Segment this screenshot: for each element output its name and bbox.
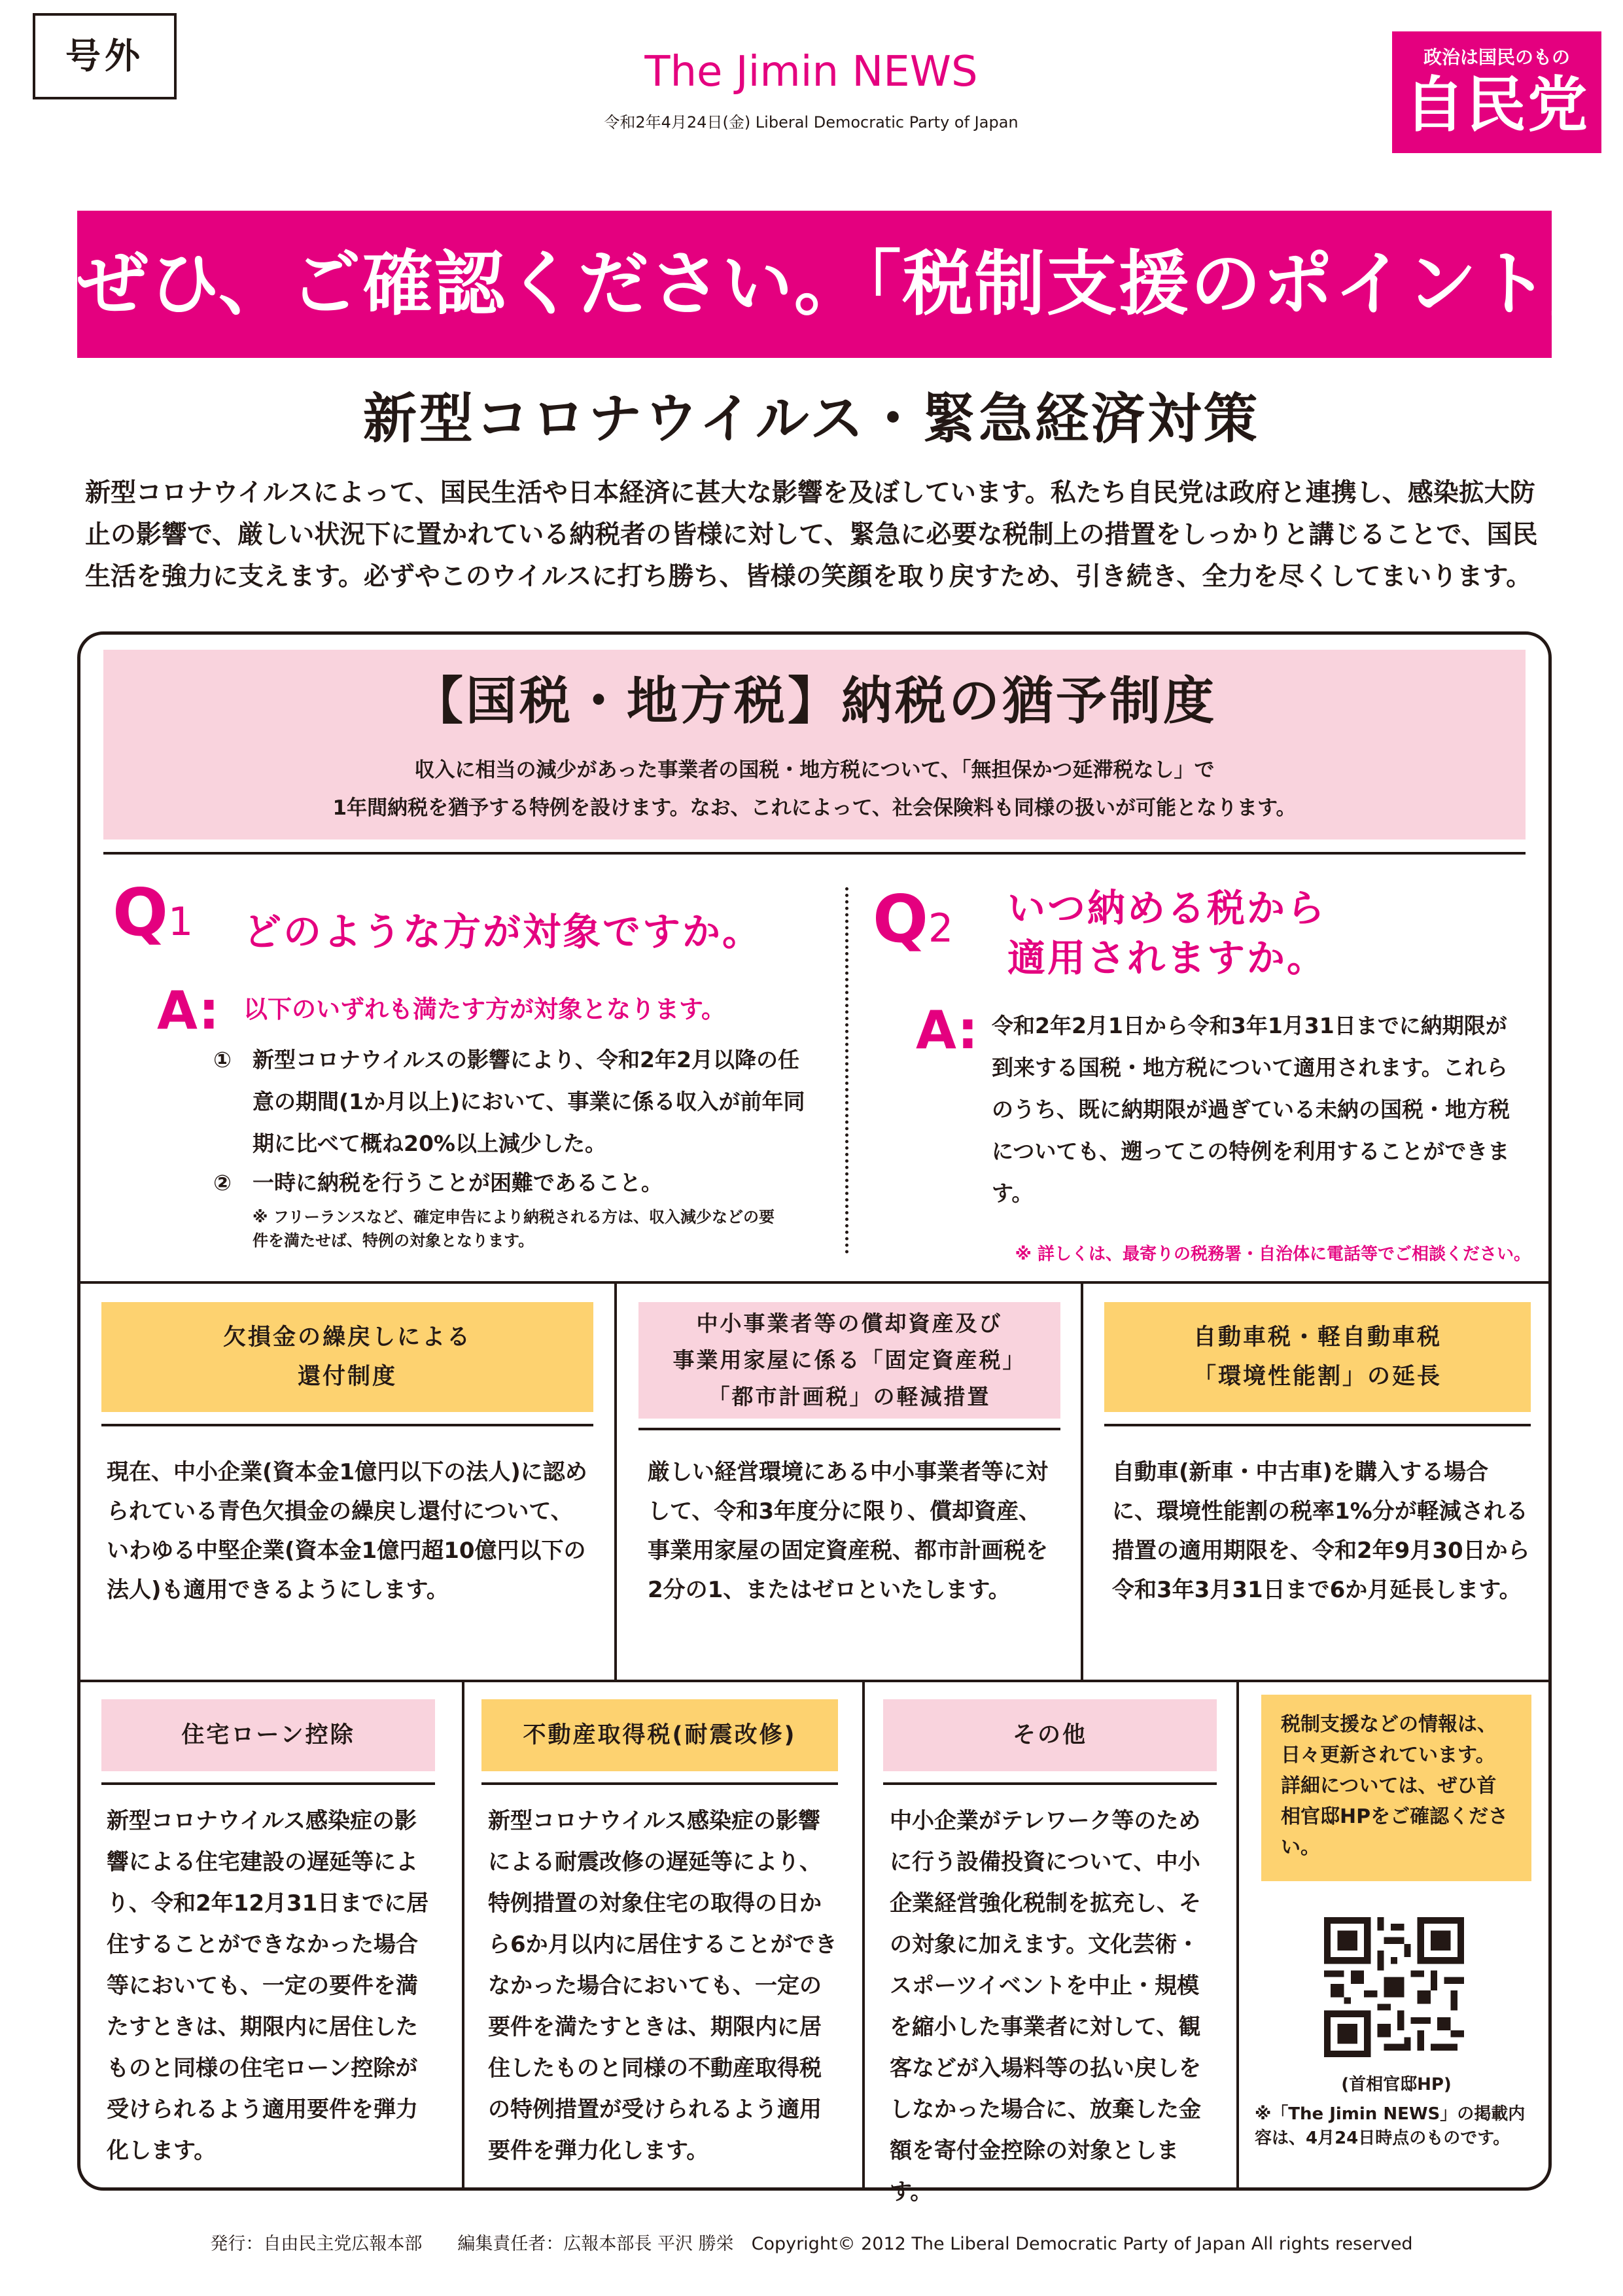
- fixed-asset-tax-body: 厳しい経営環境にある中小事業者等に対して、令和3年度分に限り、償却資産、事業用家屋の固定資産税、都市計画税を2分の1、またはゼロといたします。: [648, 1459, 1048, 1603]
- issue-label: 号外: [33, 13, 177, 99]
- grace-desc-line2: 1年間納税を猶予する特例を設けます。なお、これによって、社会保険料も同様の扱いが可能となります。: [332, 796, 1297, 820]
- info-box: 税制支援などの情報は、日々更新されています。詳細については、ぜひ首相官邸HPをご確認ください。: [1261, 1695, 1531, 1881]
- column-divider: [1236, 1682, 1239, 2187]
- auto-tax-heading: [1104, 1302, 1531, 1412]
- auto-tax-body: 自動車(新車・中古車)を購入する場合に、環境性能割の税率1%分が軽減される措置の適用期限を、令和2年9月30日から令和3年3月31日まで6か月延長します。: [1112, 1459, 1530, 1603]
- q1-answer-lead: 以下のいずれも満たす方が対象となります。: [243, 995, 726, 1023]
- column-divider: [1081, 1284, 1083, 1680]
- column-divider: [862, 1682, 865, 2187]
- intro-paragraph: 新型コロナウイルスによって、国民生活や日本経済に甚大な影響を及ぼしています。私たち自民党は政府と連携し、感染拡大防止の影響で、厳しい状況下に置かれている納税者の皆様に対して、緊急に必要な税制上の措置をしっかりと講じることで、国民生活を強力に支えます。必ずやこのウイルスに打ち勝ち、皆様の笑顔を取り戻すため、引き続き、全力を尽くしてまいります。: [85, 478, 1538, 592]
- grace-section-title: 【国税・地方税】納税の猶予制度: [411, 672, 1217, 731]
- carryback-heading: [101, 1302, 593, 1412]
- q2-label: [873, 883, 953, 955]
- heading-underline: [638, 1428, 1060, 1430]
- mortgage-deduction-heading: 住宅ローン控除: [101, 1699, 435, 1771]
- q-separator: [845, 887, 848, 1254]
- column-divider: [614, 1284, 617, 1680]
- carryback-heading-line1: 欠損金の繰戻しによる: [222, 1324, 472, 1351]
- q1-footnote: ※ フリーランスなど、確定申告により納税される方は、収入減少などの要件を満たせば、特例の対象となります。: [253, 1208, 775, 1250]
- dateline: 令和2年4月24日(金) Liberal Democratic Party of Japan: [604, 113, 1019, 132]
- heading-underline: [1104, 1424, 1531, 1426]
- carryback-heading-line2: 還付制度: [297, 1364, 397, 1390]
- q1-item-2-text: 一時に納税を行うことが困難であること。: [253, 1170, 663, 1195]
- q1-letter: Q: [113, 874, 169, 951]
- headline-banner: ぜひ、ご確認ください。「税制支援のポイント」: [77, 211, 1552, 358]
- logo-slogan: 政治は国民のもの: [1423, 46, 1570, 68]
- q1-item-2-number: ②: [213, 1170, 232, 1195]
- party-logo: [1392, 31, 1601, 153]
- heading-underline: [481, 1782, 838, 1785]
- column-divider: [462, 1682, 464, 2187]
- heading-underline: [883, 1782, 1217, 1785]
- fixed-asset-tax-heading: [638, 1302, 1060, 1419]
- q1-number: 1: [168, 899, 194, 945]
- q2-answer-text: 令和2年2月1日から令和3年1月31日までに納期限が到来する国税・地方税について適用されます。これらのうち、既に納期限が過ぎている未納の国税・地方税についても、遡ってこの特例を利用することができます。: [992, 1013, 1510, 1206]
- q2-question-line2: 適用されますか。: [1007, 936, 1327, 980]
- real-estate-tax-heading: 不動産取得税(耐震改修): [481, 1699, 838, 1771]
- other-measures-heading: その他: [883, 1699, 1217, 1771]
- info-remark: ※「The Jimin NEWS」の掲載内容は、4月24日時点のものです。: [1255, 2104, 1526, 2148]
- q2-question-line1: いつ納める税から: [1007, 886, 1327, 930]
- divider: [77, 1680, 1552, 1682]
- carryback-body: 現在、中小企業(資本金1億円以下の法人)に認められている青色欠損金の繰戻し還付について、いわゆる中堅企業(資本金1億円超10億円以下の法人)も適用できるようにします。: [107, 1459, 587, 1603]
- q1-label: [113, 874, 194, 951]
- q1-item-1-text: 新型コロナウイルスの影響により、令和2年2月以降の任意の期間(1か月以上)において、事業に係る収入が前年同期に比べて概ね20%以上減少した。: [253, 1047, 805, 1156]
- q2-number: 2: [928, 906, 954, 951]
- q2-letter: Q: [873, 881, 929, 957]
- logo-party-name: 自民党: [1404, 70, 1589, 140]
- grace-desc-line1: 収入に相当の減少があった事業者の国税・地方税について、「無担保かつ延滞税なし」で: [414, 758, 1215, 782]
- divider: [77, 1281, 1552, 1284]
- other-measures-body: 中小企業がテレワーク等のために行う設備投資について、中小企業経営強化税制を拡充し、その対象に加えます。文化芸術・スポーツイベントを中止・規模を縮小した事業者に対して、観客などが入場料等の払い戻しをしなかった場合に、放棄した金額を寄付金控除の対象とします。: [890, 1808, 1201, 2205]
- subtitle: 新型コロナウイルス・緊急経済対策: [362, 388, 1261, 450]
- q1-item-1-number: ①: [213, 1047, 232, 1072]
- mortgage-deduction-body: 新型コロナウイルス感染症の影響による住宅建設の遅延等により、令和2年12月31日までに居住することができなかった場合等においても、一定の要件を満たすときは、期限内に居住したものと同様の住宅ローン控除が受けられるよう適用要件を弾力化します。: [107, 1808, 429, 2164]
- fixed-asset-heading-line3: 「都市計画税」の軽減措置: [708, 1384, 991, 1409]
- qr-caption: (首相官邸HP): [1341, 2075, 1452, 2094]
- divider: [103, 852, 1526, 855]
- heading-underline: [101, 1424, 593, 1426]
- footer-credits: 発行：自由民主党広報本部 編集責任者：広報本部長 平沢 勝栄 Copyright© 2012 The Liberal Democratic Party of Japan All rights reserved: [210, 2234, 1413, 2254]
- q2-question: [1007, 883, 1505, 983]
- fixed-asset-heading-line1: 中小事業者等の償却資産及び: [696, 1311, 1003, 1336]
- q2-answer-label: A:: [916, 1000, 979, 1061]
- q2-footnote: ※ 詳しくは、最寄りの税務署・自治体に電話等でご相談ください。: [1015, 1245, 1531, 1264]
- q1-question: どのような方が対象ですか。: [243, 910, 763, 954]
- qr-code-icon[interactable]: [1324, 1917, 1464, 2057]
- heading-underline: [101, 1782, 435, 1785]
- fixed-asset-heading-line2: 事業用家屋に係る「固定資産税」: [672, 1347, 1026, 1373]
- q1-answer-label: A:: [157, 980, 220, 1041]
- real-estate-tax-body: 新型コロナウイルス感染症の影響による耐震改修の遅延等により、特例措置の対象住宅の取得の日から6か月以内に居住することができなかった場合においても、一定の要件を満たすときは、期限内に居住したものと同様の不動産取得税の特例措置が受けられるよう適用要件を弾力化します。: [488, 1808, 837, 2164]
- auto-tax-heading-line1: 自動車税・軽自動車税: [1193, 1324, 1442, 1351]
- masthead: The Jimin NEWS: [644, 48, 978, 96]
- grace-section-description: [131, 751, 1498, 827]
- auto-tax-heading-line2: 「環境性能割」の延長: [1193, 1364, 1442, 1390]
